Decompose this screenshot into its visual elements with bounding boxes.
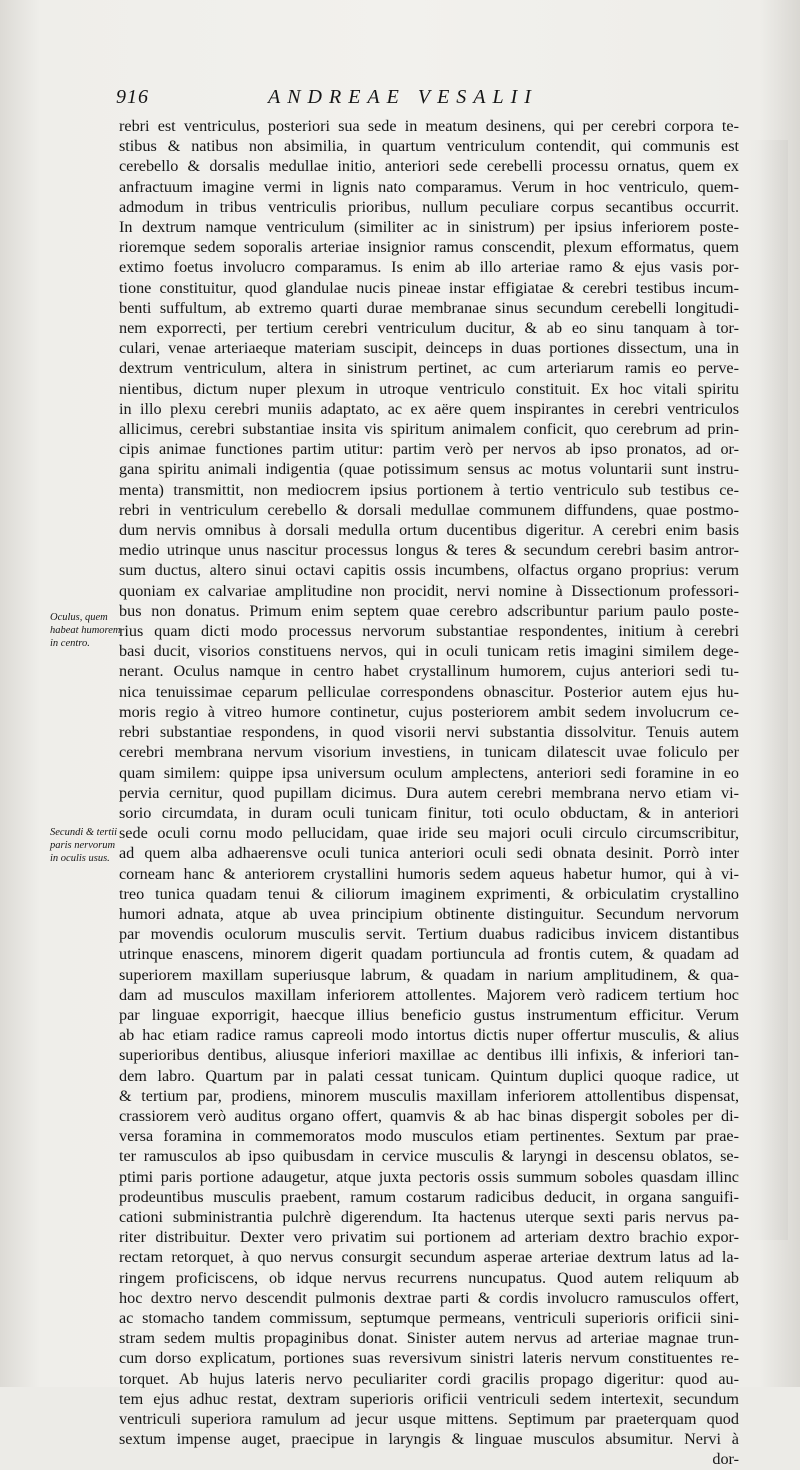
text-line: superioribus dentibus, aliusque inferiori maxillae ac dentibus illi infixis, & inferiori tan- <box>119 1046 739 1065</box>
running-title: ANDREAE VESALII <box>268 86 538 108</box>
text-line: cerebri membrana nervum visorium investiens, in tunicam dilatescit uvae foliculo per <box>119 743 739 762</box>
main-text-block <box>119 116 739 1470</box>
text-line: torquet. Ab hujus lateris nervo peculiariter cordi gracilis propago digeritur: quod au- <box>119 1369 739 1388</box>
text-line: versa foramina in commemoratos modo musculos etiam pertinentes. Sextum par prae- <box>119 1127 739 1146</box>
text-line: basi ducit, visorios constituens nervos, qui in oculi tunicam retis imagini similem dege- <box>119 642 739 661</box>
marginal-note-nervorum: Secundi & tertii paris nervorum in oculis usus. <box>50 827 118 864</box>
text-line: corneam hanc & anteriorem crystallini humoris sedem aqueus habetur humor, qui à vi- <box>119 864 739 883</box>
text-line: treo tunica quadam tenui & ciliorum imaginem exprimenti, & orbiculatim crystallino <box>119 884 739 903</box>
text-line: ab hac etiam radice ramus capreoli modo intortus dictis nuper offertur musculis, & alius <box>119 1026 739 1045</box>
text-line: anfractuum imagine vermi in lignis nato comparamus. Verum in hoc ventriculo, quem- <box>119 177 739 196</box>
text-line: dor- <box>712 1450 739 1469</box>
text-line: ter ramusculos ab ipso quibusdam in cervice musculis & laryngi in descensu oblatos, se- <box>119 1147 739 1166</box>
text-line: quam similem: quippe ipsa universum oculum amplectens, anteriori sedi foramine in eo <box>119 763 739 782</box>
text-line: cerebello & dorsalis medullae initio, anteriori sede cerebelli processu ornatus, quem ex <box>119 157 739 176</box>
text-line: ventriculi superiora ramulum ad jecur usque mittens. Septimum par praeterquam quod <box>119 1410 739 1428</box>
text-line: nica tenuissimae ceparum pelliculae correspondens obnascitur. Posterior autem ejus hu- <box>119 682 739 701</box>
text-line: cipis animae functiones partim utitur: partim verò per nervos ab ipso pronatos, ad or- <box>119 440 739 459</box>
text-line: rebri in ventriculum cerebello & dorsali medullae communem diffundens, quae postmo- <box>119 500 739 519</box>
text-line: In dextrum namque ventriculum (similiter ac in sinistrum) per ipsius inferiorem poste- <box>119 218 739 237</box>
text-line: allicimus, cerebri substantiae insita vis spiritum animalem conficit, quo cerebrum ad prin- <box>119 420 739 439</box>
text-line: moris regio à vitreo humore continetur, cujus posteriorem ambit sedem involucrum ce- <box>119 702 739 721</box>
text-line: prodeuntibus musculis praebent, ramum costarum radicibus deducit, in organa sanguifi- <box>119 1187 739 1206</box>
text-line: par linguae exporrigit, haecque illius beneficio gustus instrumentum efficitur. Verum <box>119 1005 739 1024</box>
text-line: gana spiritu animali indigentia (quae potissimum sensus ac motus voluntarii sunt instru- <box>119 460 739 479</box>
text-line: nem exporrecti, per tertium cerebri ventriculum ducitur, & ab eo sinu tanquam à tor- <box>119 319 739 338</box>
text-line: superiorem maxillam superiusque labrum, & quadam in narium amplitudinem, & qua- <box>119 965 739 984</box>
text-line: dam ad musculos maxillam inferiorem attollentes. Majorem verò radicem tertium hoc <box>119 985 739 1004</box>
text-line: benti suffultum, ab extremo quarti durae membranae sinus secundum cerebelli longitudi- <box>119 298 739 317</box>
text-line: rius quam dicti modo processus nervorum substantiae respondentes, initium à cerebri <box>119 622 739 641</box>
text-line: rectam retorquet, à quo nervus consurgit secundum asperae arteriae dextrum latus ad la- <box>119 1248 739 1267</box>
text-line: sorio circumdata, in duram oculi tunicam finitur, toti oculo obductam, & in anteriori <box>119 803 739 822</box>
text-line: ptimi paris portione adaugetur, atque juxta pectoris ossis summum soboles quasdam illinc <box>119 1167 739 1186</box>
text-line: stram sedem multis propaginibus donat. Sinister autem nervus ad arteriae magnae trun- <box>119 1329 739 1348</box>
text-line: dum nervis omnibus à dorsali medulla ortum ducentibus digeritur. A cerebri enim basis <box>119 521 739 540</box>
text-line: pervia cernitur, quod pupillam dicimus. Dura autem cerebri membrana nervo etiam vi- <box>119 783 739 802</box>
text-line: riter distribuitur. Dexter vero privatim sui portionem ad arteriam dextro brachio expor- <box>119 1228 739 1247</box>
text-line: ad quem alba adhaerensve oculi tunica anteriori oculi sedi obnata desinit. Porrò inter <box>119 844 739 863</box>
page-shadow <box>748 140 788 1240</box>
text-line: rebri est ventriculus, posteriori sua sede in meatum desinens, qui per cerebri corpora te- <box>119 117 739 135</box>
text-line: stibus & natibus non absimilia, in quartum ventriculum contendit, qui communis est <box>119 137 739 156</box>
text-line: nerant. Oculus namque in centro habet crystallinum humorem, cujus anteriori sedi tu- <box>119 662 739 681</box>
marginal-note-oculus: Oculus, quem habeat humorem in centro. <box>50 612 121 649</box>
page-number: 916 <box>116 86 149 108</box>
text-line: bus non donatus. Primum enim septem quae cerebro adscribuntur parium paulo poste- <box>119 601 739 620</box>
text-line: quoniam ex calvariae amplitudine non procidit, nervi nomine à Dissectionum professori- <box>119 581 739 600</box>
text-line: crassiorem verò auditus organo offert, quamvis & ab hac binas dispergit soboles per di- <box>119 1106 739 1125</box>
text-line: par movendis oculorum musculis servit. Tertium duabus radicibus invicem distantibus <box>119 925 739 944</box>
text-line: in illo plexu cerebri muniis adaptato, ac ex aëre quem inspirantes in cerebri ventriculos <box>119 399 739 418</box>
text-line: dextrum ventriculum, altera in sinistrum pertinet, ac cum arteriarum ramis eo perve- <box>119 359 739 378</box>
text-line: ac stomacho tandem commissum, septumque permeans, ventriculi superioris orificii sini- <box>119 1308 739 1327</box>
text-line: hoc dextro nervo descendit pulmonis dextrae parti & cordis involucro ramusculos offert, <box>119 1288 739 1307</box>
text-line: utrinque enascens, minorem digerit quadam portiuncula ad frontis cutem, & quadam ad <box>119 945 739 964</box>
text-line: extimo foetus involucro comparamus. Is enim ab illo arteriae ramo & ejus vasis por- <box>119 258 739 277</box>
text-line: rebri substantiae respondens, in quod visorii nervi substantia dissolvitur. Tenuis autem <box>119 723 739 742</box>
text-line: nientibus, dictum nuper plexum in utroque ventriculo constituit. Ex hoc vitali spiritu <box>119 379 739 398</box>
text-line: tem ejus adhuc restat, dextram superioris orificii ventriculi sedem intertexit, secundum <box>119 1389 739 1408</box>
text-line: ringem proficiscens, ob idque nervus recurrens nuncupatus. Quod autem reliquum ab <box>119 1268 739 1287</box>
text-line: culari, venae arteriaeque materiam suscipit, deinceps in duas portiones dissectum, una in <box>119 339 739 358</box>
text-line: admodum in tribus ventriculis prioribus, nullum peculiare corpus secantibus occurrit. <box>119 197 739 216</box>
text-line: dem labro. Quartum par in palati cessat tunicam. Quintum duplici quoque radice, ut <box>119 1066 739 1085</box>
text-line: sextum impense auget, praecipue in laryngis & linguae musculos absumitur. Nervi à <box>119 1430 739 1449</box>
text-line: menta) transmittit, non mediocrem ipsius portionem à tertio ventriculo sub testibus ce- <box>119 480 739 499</box>
text-line: humori adnata, atque ab uvea principium obtinente distinguitur. Secundum nervorum <box>119 904 739 923</box>
text-line: medio utrinque unus nascitur processus longus & teres & secundum cerebri basim antror- <box>119 541 739 560</box>
text-line: sede oculi cornu modo pellucidam, quae iride seu majori oculi circulo circumscribitur, <box>119 824 739 843</box>
text-line: sum ductus, altero sinui octavi capitis ossis incumbens, olfactus organo proprius: verum <box>119 561 739 580</box>
text-line: tione constituitur, quod glandulae nucis pineae instar effigiatae & cerebri testibus incum- <box>119 278 739 297</box>
text-line: & tertium par, prodiens, minorem musculis maxillam inferiorem attollentibus dispensat, <box>119 1086 739 1105</box>
text-line: cum dorso explicatum, portiones suas reversivum sinistri lateris nervum constituentes re- <box>119 1349 739 1368</box>
text-line: cationi subministrantia pulchrè digerendum. Ita hactenus uterque sexti paris nervus pa- <box>119 1207 739 1226</box>
text-line: rioremque sedem soporalis arteriae insignior ramus conscendit, plexum efformatus, quem <box>119 238 739 257</box>
